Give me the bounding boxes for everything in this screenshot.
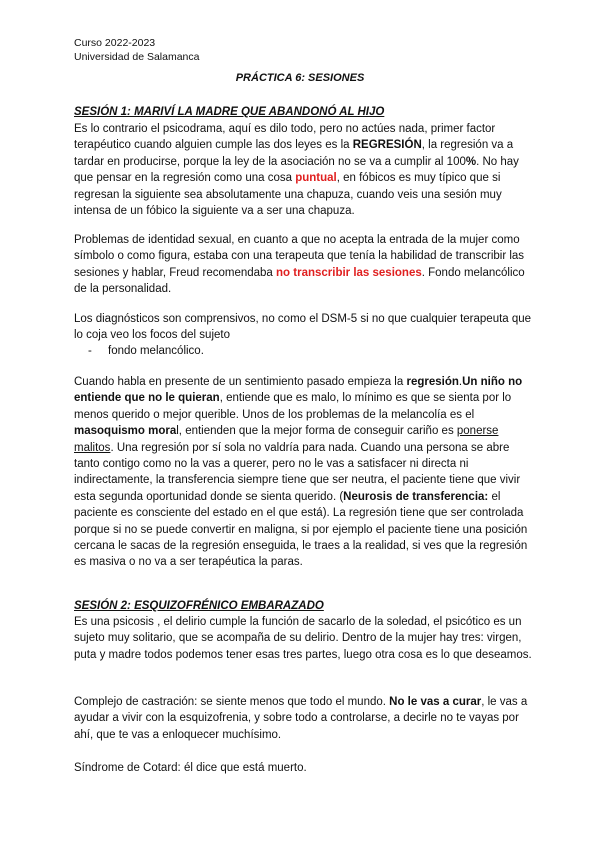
- session-2-paragraph-1: Es una psicosis , el delirio cumple la función de sacarlo de la soledad, el psicótico es un sujeto muy solitario, que se acompaña de su delirio. Dentro de la mujer hay tres: virgen, puta y madre todos podemos tener esas tres partes, luego otra cosa es lo que deseamos.: [74, 616, 532, 661]
- course-label: Curso 2022-2023: [74, 37, 156, 49]
- session-2-paragraph-2: Complejo de castración: se siente menos que todo el mundo. No le vas a curar, le vas a ayudar a vivir con la esquizofrenia, y sobre todo a controlarse, a decirle no te vayas por ahí, que te vas a enloquecer muchísimo.: [74, 696, 528, 741]
- session-1-paragraph-4: Cuando habla en presente de un sentimiento pasado empieza la regresión.Un niño no entiende que no le quieran, entiende que es malo, lo mínimo es que se sienta por lo menos querido o mejor querible. Unos de los problemas de la melancolía es el masoquismo moral, entienden que la mejor forma de conseguir cariño es ponerse malitos. Una regresión por sí sola no valdría para nada. Cuando una persona se abre tanto contigo como no la vas a querer, pero no le vas a satisfacer ni directa ni indirectamente, la transferencia siempre tiene que ser neutra, el paciente tiene que vivir esta segunda oportunidad donde se sienta querido. (Neurosis de transferencia: el paciente es consciente del estado en el que está). La regresión tiene que ser controlada porque si no se puede convertir en maligna, si por ejemplo el paciente tiene una posición cercana le sacas de la regresión enseguida, le traes a la realidad, si ves que la regresión es masiva o no va a ser terapéutica la paras.: [74, 376, 528, 569]
- list-item: [88, 343, 204, 359]
- page-title: PRÁCTICA 6: SESIONES: [235, 72, 365, 84]
- session-1-heading: SESIÓN 1: MARIVÍ LA MADRE QUE ABANDONÓ AL HIJO: [74, 106, 385, 118]
- university-label: Universidad de Salamanca: [74, 51, 200, 63]
- session-1-paragraph-2: Problemas de identidad sexual, en cuanto a que no acepta la entrada de la mujer como símbolo o como figura, estaba con una terapeuta que tenía la habilidad de transcribir las sesiones y hablar, Freud recomendaba no transcribir las sesiones. Fondo melancólico de la personalidad.: [74, 234, 525, 296]
- list-item-text: fondo melancólico.: [108, 345, 204, 357]
- session-1-paragraph-3: Los diagnósticos son comprensivos, no como el DSM-5 si no que cualquier terapeuta que lo coja veo los focos del sujeto: [74, 313, 532, 342]
- session-1-paragraph-1: Es lo contrario el psicodrama, aquí es dilo todo, pero no actúes nada, primer factor terapéutico cuando alguien cumple las dos leyes es la REGRESIÓN, la regresión va a tardar en producirse, porque la ley de la asociación no se va a cumplir al 100%. No hay que pensar en la regresión como una cosa puntual, en fóbicos es muy típico que si regresan la siguiente sea absolutamente una chapuza, cuando veis una sesión muy intensa de un fóbico la siguiente va a ser una chapuza.: [74, 123, 519, 218]
- list-bullet: -: [88, 345, 92, 357]
- session-2-paragraph-3: Síndrome de Cotard: él dice que está muerto.: [74, 762, 307, 774]
- session-2-heading: SESIÓN 2: ESQUIZOFRÉNICO EMBARAZADO: [74, 600, 324, 612]
